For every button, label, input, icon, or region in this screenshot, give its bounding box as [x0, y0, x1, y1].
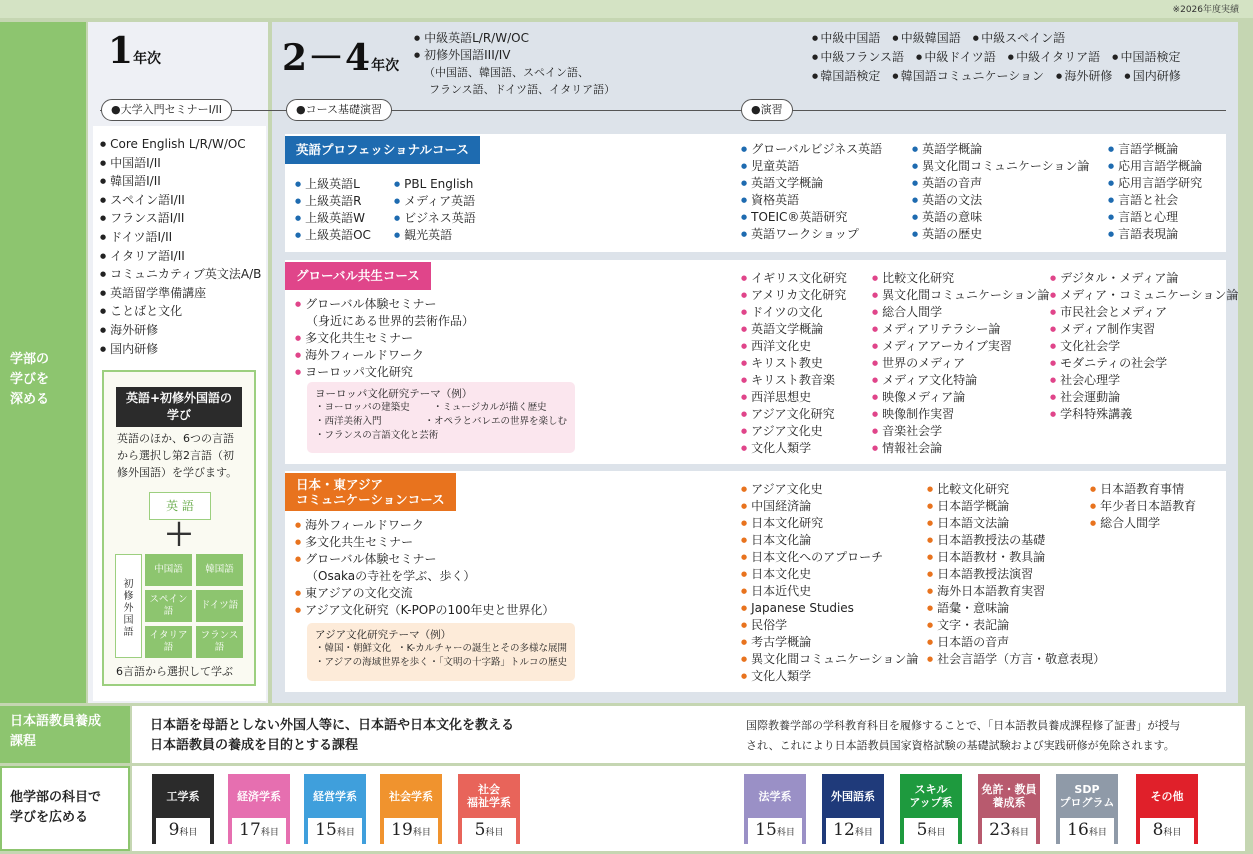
second-language-label: 初 修 外 国 語: [115, 554, 142, 658]
list-item: ● 民俗学: [741, 617, 918, 634]
faculty-badge: その他 8科目: [1136, 774, 1198, 844]
list-item: ● 文化人類学: [741, 440, 847, 457]
faculty-badge: スキル アップ系 5科目: [900, 774, 962, 844]
list-item: ● アメリカ文化研究: [741, 287, 847, 304]
list-item: ● 韓国語検定: [812, 69, 881, 83]
europe-theme-box: [307, 382, 575, 453]
list-item: ● 比較文化研究: [927, 481, 1105, 498]
list-item: ● 英語文学概論: [741, 175, 882, 192]
list-item: ● 日本近代史: [741, 583, 918, 600]
list-item: ● メディアアーカイブ実習: [872, 338, 1049, 355]
list-item: ● 異文化間コミュニケーション論: [912, 158, 1089, 175]
list-item: ● メディア・コミュニケーション論: [1050, 287, 1238, 304]
pill-course-seminar: ●コース基礎演習: [286, 99, 392, 121]
theme-item: ・アジアの海域世界を歩く: [315, 657, 429, 668]
list-item: ● 映像制作実習: [872, 406, 1049, 423]
top-bar: [0, 0, 1253, 18]
section-deepen-label: 学部の 学びを 深める: [0, 22, 86, 703]
global-course-title: グローバル共生コース: [285, 262, 431, 290]
list-item: ● 初修外国語III/IV: [414, 47, 615, 64]
list-item: ● 国内研修: [1124, 69, 1181, 83]
english-tag: 英 語: [149, 492, 211, 520]
list-item: ● 英語の文法: [912, 192, 1089, 209]
list-item: ● ことばと文化: [100, 302, 261, 321]
language-box-title: 英語+初修外国語の 学び: [116, 387, 242, 427]
list-item: ● イギリス文化研究: [741, 270, 847, 287]
list-item: ● Core English L/R/W/OC: [100, 135, 261, 154]
list-item: ● グローバル体験セミナー: [295, 296, 474, 313]
language-cell: イタリア 語: [145, 626, 192, 658]
list-item: ● グローバルビジネス英語: [741, 141, 882, 158]
theme-item: ・ヨーロッパの建築史: [315, 402, 410, 413]
list-item: ● 総合人間学: [872, 304, 1049, 321]
list-item: ● キリスト教音楽: [741, 372, 847, 389]
global-col1: [741, 270, 847, 457]
faculty-badge: 経営学系 15科目: [304, 774, 366, 844]
list-item: ● 文化社会学: [1050, 338, 1238, 355]
list-item: ● コミュニカティブ英文法A/B: [100, 265, 261, 284]
list-item: ● メディア英語: [394, 193, 476, 210]
list-item: ● 情報社会論: [872, 440, 1049, 457]
list-item: ● 中級ドイツ語: [916, 50, 996, 64]
list-item: ● 言語表現論: [1108, 226, 1202, 243]
list-item: ● 言語学概論: [1108, 141, 1202, 158]
list-item: ● 多文化共生セミナー: [295, 330, 474, 347]
timeline-line: [100, 110, 1226, 111]
top-right-list: [812, 29, 1193, 86]
language-cell: ドイツ語: [196, 590, 243, 622]
list-item: ● グローバル体験セミナー: [295, 551, 554, 568]
list-item: ● フランス語I/II: [100, 209, 261, 228]
list-item: ● 英語ワークショップ: [741, 226, 882, 243]
faculty-badge: 法学系 15科目: [744, 774, 806, 844]
list-item: ● 多文化共生セミナー: [295, 534, 554, 551]
list-item: ● スペイン語I/II: [100, 191, 261, 210]
list-item: ● 年少者日本語教育: [1090, 498, 1196, 515]
list-item: ● 海外フィールドワーク: [295, 517, 554, 534]
list-item: ● 中級英語L/R/W/OC: [414, 30, 615, 47]
theme-title: ヨーロッパ文化研究テーマ（例）: [315, 388, 473, 400]
list-item: ● メディア文化特論: [872, 372, 1049, 389]
global-col3: [1050, 270, 1238, 423]
asia-col1: [741, 481, 918, 685]
list-item: ● キリスト教史: [741, 355, 847, 372]
list-item: ● PBL English: [394, 176, 476, 193]
list-item: ● 日本文化論: [741, 532, 918, 549]
list-item: ● 異文化間コミュニケーション論: [872, 287, 1049, 304]
list-item: ● 音楽社会学: [872, 423, 1049, 440]
english-col3: [1108, 141, 1202, 243]
list-item: ● 中級韓国語: [892, 31, 961, 45]
list-item: ● 日本語教授法の基礎: [927, 532, 1105, 549]
list-item: ● 海外研修: [100, 321, 261, 340]
list-item: ● 語彙・意味論: [927, 600, 1105, 617]
faculty-badge: 経済学系 17科目: [228, 774, 290, 844]
list-item: ● 上級英語W: [295, 210, 371, 227]
list-item: ● 日本語教材・教具論: [927, 549, 1105, 566]
global-left: [295, 296, 474, 381]
list-item: ● 資格英語: [741, 192, 882, 209]
faculty-badge: 社会 福祉学系 5科目: [458, 774, 520, 844]
language-grid: [145, 554, 245, 658]
language-cell: 韓国語: [196, 554, 243, 586]
list-item: （Osakaの寺社を学ぶ、歩く）: [306, 569, 476, 583]
theme-item: ・「文明の十字路」トルコの歴史: [429, 657, 567, 668]
list-item: ● メディア制作実習: [1050, 321, 1238, 338]
language-cell: フランス 語: [196, 626, 243, 658]
list-item: ● 応用言語学研究: [1108, 175, 1202, 192]
list-item: ● モダニティの社会学: [1050, 355, 1238, 372]
list-item: ● ビジネス英語: [394, 210, 476, 227]
list-item: ● 英語の歴史: [912, 226, 1089, 243]
list-item: ● アジア文化史: [741, 481, 918, 498]
list-item: ● 日本語文法論: [927, 515, 1105, 532]
list-item: ● 国内研修: [100, 340, 261, 359]
list-item: ● 日本文化へのアプローチ: [741, 549, 918, 566]
asia-col2: [927, 481, 1105, 668]
year24-heading: 2－4年次: [282, 37, 400, 79]
language-cell: 中国語: [145, 554, 192, 586]
list-item: ● 英語の音声: [912, 175, 1089, 192]
list-item: ● 西洋思想史: [741, 389, 847, 406]
year1-heading: 1年次: [108, 30, 162, 72]
list-item: ● 言語と心理: [1108, 209, 1202, 226]
list-item: ● 観光英語: [394, 227, 476, 244]
plus-icon: ＋: [164, 518, 194, 553]
list-item: ● 比較文化研究: [872, 270, 1049, 287]
list-item: ● 日本文化史: [741, 566, 918, 583]
list-item: ● ドイツの文化: [741, 304, 847, 321]
list-item: ● 中国語検定: [1112, 50, 1181, 64]
section-jp-teacher-label: 日本語教員養成 課程: [0, 706, 130, 763]
list-item: ● 日本文化研究: [741, 515, 918, 532]
list-item: ● 日本語教授法演習: [927, 566, 1105, 583]
theme-item: ・ミュージカルが描く歴史: [433, 402, 547, 413]
list-item: （中国語、韓国語、スペイン語、: [424, 66, 589, 79]
list-item: ● 英語文学概論: [741, 321, 847, 338]
theme-item: ・韓国・朝鮮文化: [315, 643, 392, 654]
section-other-faculty-label: 他学部の科目で 学びを広める: [0, 766, 130, 851]
list-item: ● 社会言語学（方言・敬意表現）: [927, 651, 1105, 668]
jp-teacher-desc: 国際教養学部の学科教育科目を履修することで、「日本語教員養成課程修了証書」が授与 され、これにより日本語教員国家資格試験の基礎試験および実践研修が免除されます。: [746, 719, 1181, 752]
list-item: ● アジア文化史: [741, 423, 847, 440]
english-course-title: 英語プロフェッショナルコース: [285, 136, 480, 164]
list-item: ● TOEIC®英語研究: [741, 209, 882, 226]
list-item: ● 上級英語L: [295, 176, 371, 193]
list-item: ● 世界のメディア: [872, 355, 1049, 372]
list-item: ● 文化人類学: [741, 668, 918, 685]
asia-col3: [1090, 481, 1196, 532]
list-item: （身近にある世界的芸術作品）: [306, 314, 475, 328]
theme-title: アジア文化研究テーマ（例）: [315, 629, 452, 641]
year1-list: [100, 135, 261, 358]
list-item: ● ドイツ語I/II: [100, 228, 261, 247]
list-item: ● 海外日本語教育実習: [927, 583, 1105, 600]
list-item: ● 英語留学準備講座: [100, 284, 261, 303]
list-item: ● 中級イタリア語: [1007, 50, 1101, 64]
list-item: ● 日本語学概論: [927, 498, 1105, 515]
list-item: ● 中級フランス語: [812, 50, 904, 64]
list-item: ● 日本語の音声: [927, 634, 1105, 651]
list-item: ● 映像メディア論: [872, 389, 1049, 406]
list-item: ● 上級英語R: [295, 193, 371, 210]
other-faculty-box: [132, 766, 1245, 851]
english-left2: [394, 176, 476, 244]
list-item: ● 海外フィールドワーク: [295, 347, 474, 364]
faculty-badge: 外国語系 12科目: [822, 774, 884, 844]
list-item: ● 総合人間学: [1090, 515, 1196, 532]
asia-course-title: 日本・東アジア コミュニケーションコース: [285, 473, 456, 511]
language-box-desc: 英語のほか、6つの言語 から選択し第2言語（初 修外国語）を学びます。: [117, 432, 238, 479]
theme-item: ・オペラとバレエの世界を楽しむ: [424, 416, 567, 427]
list-item: ● 異文化間コミュニケーション論: [741, 651, 918, 668]
list-item: ● 西洋文化史: [741, 338, 847, 355]
list-item: ● 市民社会とメディア: [1050, 304, 1238, 321]
theme-item: ・K-カルチャーの誕生とその多様な展開: [397, 643, 567, 654]
pill-seminar: ●演習: [741, 99, 793, 121]
list-item: ● 日本語教育事情: [1090, 481, 1196, 498]
faculty-badge: SDP プログラム 16科目: [1056, 774, 1118, 844]
list-item: ● イタリア語I/II: [100, 247, 261, 266]
list-item: ● 東アジアの文化交流: [295, 585, 554, 602]
list-item: ● 文字・表記論: [927, 617, 1105, 634]
asia-left: [295, 517, 554, 619]
list-item: ● 社会運動論: [1050, 389, 1238, 406]
english-col1: [741, 141, 882, 243]
english-left1: [295, 176, 371, 244]
list-item: ● メディアリテラシー論: [872, 321, 1049, 338]
pill-intro-seminar: ●大学入門セミナーI/II: [101, 99, 232, 121]
list-item: ● 韓国語I/II: [100, 172, 261, 191]
english-col2: [912, 141, 1089, 243]
jp-teacher-heading: 日本語を母語としない外国人等に、日本語や日本文化を教える 日本語教員の養成を目的とする課程: [150, 718, 515, 753]
list-item: ● 中国語I/II: [100, 154, 261, 173]
list-item: ● 中級中国語: [812, 31, 881, 45]
list-item: ● ヨーロッパ文化研究: [295, 364, 474, 381]
list-item: ● 韓国語コミュニケーション: [892, 69, 1044, 83]
faculty-badge: 免許・教員 養成系 23科目: [978, 774, 1040, 844]
fiscal-year-note: ※2026年度実績: [1172, 5, 1239, 15]
list-item: ● 英語の意味: [912, 209, 1089, 226]
list-item: ● 応用言語学概論: [1108, 158, 1202, 175]
list-item: ● 英語学概論: [912, 141, 1089, 158]
list-item: ● 学科特殊講義: [1050, 406, 1238, 423]
asia-theme-box: [307, 623, 575, 681]
language-select-note: 6言語から選択して学ぶ: [116, 665, 233, 678]
theme-item: ・西洋美術入門: [315, 416, 382, 427]
list-item: ● 言語と社会: [1108, 192, 1202, 209]
list-item: ● 海外研修: [1055, 69, 1113, 83]
faculty-badge: 工学系 9科目: [152, 774, 214, 844]
list-item: ● 社会心理学: [1050, 372, 1238, 389]
year24-list: [414, 30, 615, 98]
list-item: ● 児童英語: [741, 158, 882, 175]
faculty-badge: 社会学系 19科目: [380, 774, 442, 844]
list-item: ● Japanese Studies: [741, 600, 918, 617]
list-item: ● 中級スペイン語: [972, 31, 1066, 45]
global-col2: [872, 270, 1049, 457]
list-item: ● 考古学概論: [741, 634, 918, 651]
language-cell: スペイン 語: [145, 590, 192, 622]
list-item: ● デジタル・メディア論: [1050, 270, 1238, 287]
theme-item: ・フランスの言語文化と芸術: [315, 430, 439, 441]
list-item: フランス語、ドイツ語、イタリア語）: [429, 83, 616, 96]
list-item: ● アジア文化研究（K-POPの100年史と世界化）: [295, 602, 554, 619]
list-item: ● アジア文化研究: [741, 406, 847, 423]
list-item: ● 上級英語OC: [295, 227, 371, 244]
list-item: ● 中国経済論: [741, 498, 918, 515]
